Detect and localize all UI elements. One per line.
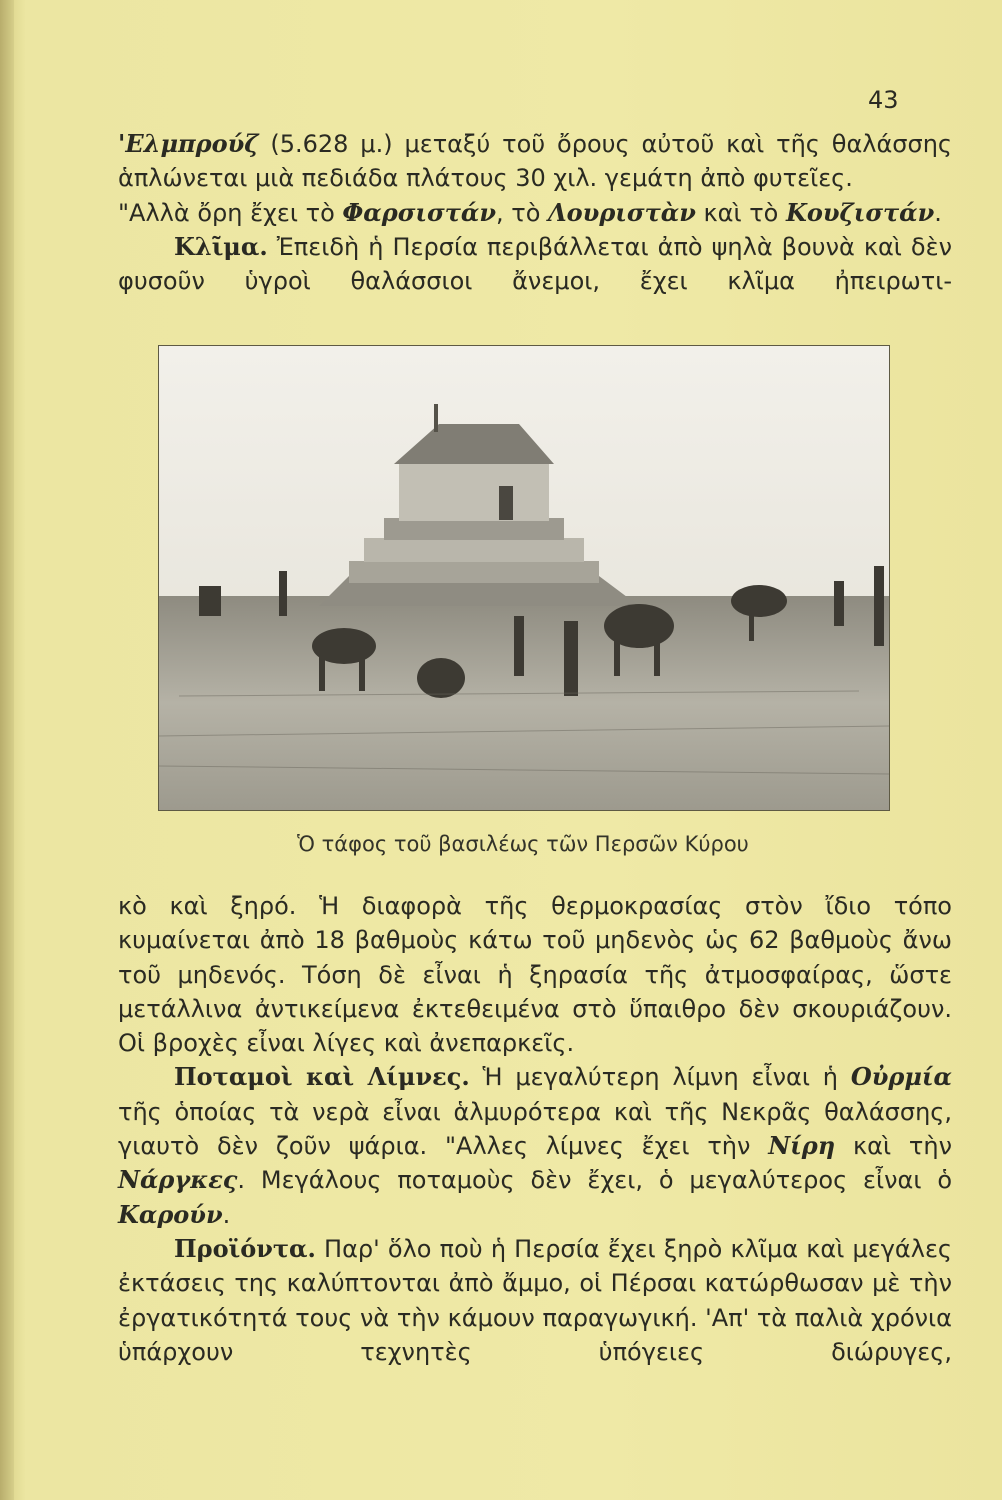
top-text-block <box>118 127 952 298</box>
bottom-text-block <box>118 889 952 1369</box>
page-number: 43 <box>868 86 899 114</box>
paragraph-products: Προϊόντα. Παρ' ὅλο ποὺ ἡ Περσία ἔχει ξηρὸ κλῖμα καὶ μεγάλες ἐκτάσεις της καλύπτονται ἀπὸ ἄμμο, οἱ Πέρσαι κατώρθωσαν μὲ τὴν ἐργατικότητά τους νὰ τὴν κάμουν παραγωγική. 'Απ' τὰ παλιὰ χρόνια ὑπάρχουν τεχνητὲς ὑπόγειες διώρυγες, <box>118 1233 952 1366</box>
page-binding-edge <box>0 0 14 1500</box>
term-narges: Νάργκες <box>118 1165 238 1195</box>
photo-illustration <box>159 346 889 810</box>
paragraph-climate-continued: κὸ καὶ ξηρό. Ἡ διαφορὰ τῆς θερμοκρασίας στὸν ἴδιο τόπο κυμαίνεται ἀπὸ 18 βαθμοὺς κάτω τοῦ μηδενὸς ὡς 62 βαθμοὺς ἄνω τοῦ μηδενός. Τόση δὲ εἶναι ἡ ξηρασία τῆς ἀτμοσφαίρας, ὥστε μετάλλινα ἀντικείμενα ἐκτεθειμένα στὸ ὕπαιθρο δὲν σκουριάζουν. Οἱ βροχὲς εἶναι λίγες καὶ ἀνεπαρκεῖς. <box>118 892 952 1058</box>
paragraph-climate: Κλῖμα. Ἐπειδὴ ἡ Περσία περιβάλλεται ἀπὸ ψηλὰ βουνὰ καὶ δὲν φυσοῦν ὑγροὶ θαλάσσιοι ἄνεμοι, ἔχει κλῖμα ἠπειρωτι- <box>118 231 952 296</box>
term-luristan: Λουριστὰν <box>548 197 696 227</box>
paragraph-rivers-lakes: Ποταμοὶ καὶ Λίμνες. Ἡ μεγαλύτερη λίμνη εἶναι ἡ Οὐρμία τῆς ὁποίας τὰ νερὰ εἶναι ἁλμυρότερα καὶ τῆς Νεκρᾶς θαλάσσης, γιαυτὸ δὲν ζοῦν ψάρια. "Αλλες λίμνες ἔχει τὴν Νίρη καὶ τὴν Νάργκες. Μεγάλους ποταμοὺς δὲν ἔχει, ὁ μεγαλύτερος εἶναι ὁ Καρούν. <box>118 1062 952 1229</box>
photo-caption: Ὁ τάφος τοῦ βασιλέως τῶν Περσῶν Κύρου <box>297 832 749 856</box>
heading-rivers-lakes: Ποταμοὶ καὶ Λίμνες. <box>174 1062 470 1092</box>
term-urmia: Οὐρμία <box>850 1062 952 1092</box>
paragraph-mountains: "Αλλὰ ὄρη ἔχει τὸ Φαρσιστάν, τὸ Λουριστὰν καὶ τὸ Κουζιστάν. <box>118 197 942 227</box>
term-karun: Καρούν <box>118 1199 223 1229</box>
photo-tomb-of-cyrus <box>158 345 890 811</box>
term-niriz: Νίρη <box>768 1131 836 1161</box>
term-farsistan: Φαρσιστάν <box>342 197 496 227</box>
heading-climate: Κλῖμα. <box>174 231 268 261</box>
paragraph-elbrus: 'Ελμπρούζ (5.628 μ.) μεταξύ τοῦ ὄρους αὐτοῦ καὶ τῆς θαλάσσης ἁπλώνεται μιὰ πεδιάδα πλάτους 30 χιλ. γεμάτη ἀπὸ φυτεῖες. <box>118 129 952 193</box>
term-elbrus: 'Ελμπρούζ <box>118 129 259 158</box>
heading-products: Προϊόντα. <box>174 1233 316 1263</box>
term-khuzistan: Κουζιστάν <box>785 197 935 227</box>
